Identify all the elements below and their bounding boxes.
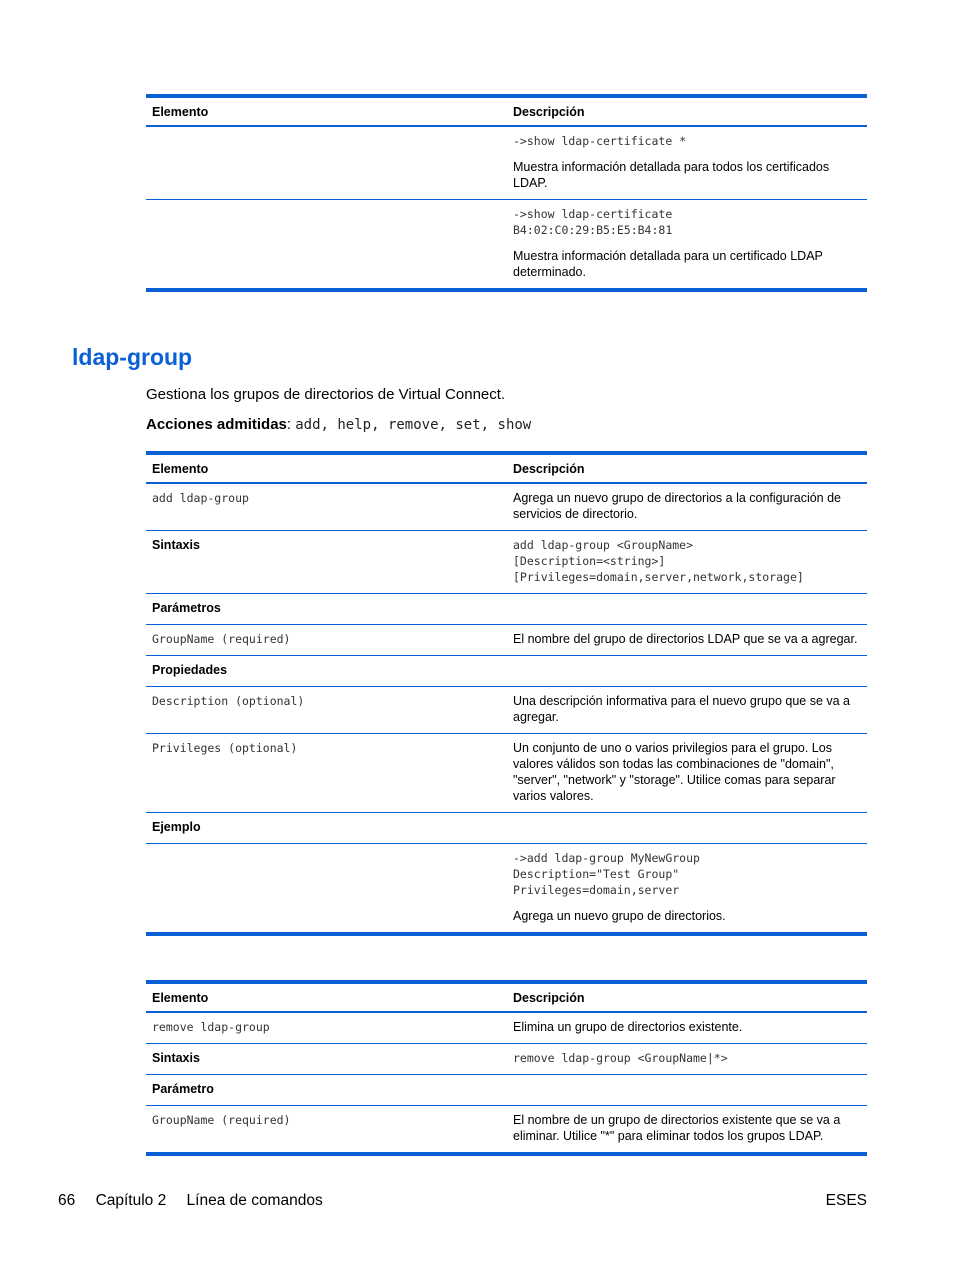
table-row [146, 1012, 867, 1044]
table-row [146, 531, 867, 594]
element-cell [146, 200, 507, 291]
certificate-table [146, 94, 867, 292]
remove-ldap-group-table [146, 980, 867, 1156]
empty-cell [507, 656, 867, 687]
description-cell: Agrega un nuevo grupo de directorios a la configuración de servicios de directorio. [507, 483, 867, 531]
table-row [146, 687, 867, 734]
actions-list: add, help, remove, set, show [295, 417, 532, 433]
property-name: Privileges (optional) [146, 734, 507, 813]
example-code: ->add ldap-group MyNewGroup Description="Test Group" Privileges=domain,server [513, 851, 700, 897]
section-title: ldap-group [72, 344, 193, 370]
example-description: Agrega un nuevo grupo de directorios. [513, 909, 726, 923]
description-cell [507, 200, 867, 291]
element-cell [146, 844, 507, 935]
property-description: Un conjunto de uno o varios privilegios para el grupo. Los valores válidos son todas las combinaciones de "domain", "server", "network" y "storage". Utilice comas para separar varios valores. [507, 734, 867, 813]
page-footer [58, 1192, 867, 1210]
add-ldap-group-table [146, 451, 867, 936]
table-header [146, 982, 867, 1012]
table-row [146, 813, 867, 844]
empty-cell [507, 594, 867, 625]
header-element: Elemento [146, 982, 507, 1012]
table-row [146, 200, 867, 291]
table-row [146, 734, 867, 813]
syntax-label: Sintaxis [146, 531, 507, 594]
description-cell [507, 844, 867, 935]
parameter-label: Parámetro [146, 1075, 507, 1106]
table-row [146, 126, 867, 200]
table-header [146, 96, 867, 126]
header-description: Descripción [507, 96, 867, 126]
chapter-title: Línea de comandos [186, 1192, 323, 1209]
section-intro: Gestiona los grupos de directorios de Virtual Connect. [146, 386, 506, 403]
parameter-description: El nombre del grupo de directorios LDAP que se va a agregar. [507, 625, 867, 656]
element-cell: add ldap-group [146, 483, 507, 531]
element-cell [146, 126, 507, 200]
table-row [146, 625, 867, 656]
description-cell [507, 126, 867, 200]
table-header [146, 453, 867, 483]
code-example: ->show ldap-certificate * [513, 134, 687, 148]
empty-cell [507, 813, 867, 844]
table-row [146, 844, 867, 935]
code-example: ->show ldap-certificate B4:02:C0:29:B5:E5:B4:81 [513, 207, 673, 237]
example-label: Ejemplo [146, 813, 507, 844]
header-description: Descripción [507, 453, 867, 483]
header-element: Elemento [146, 453, 507, 483]
parameter-name: GroupName (required) [146, 1106, 507, 1155]
description-cell: Elimina un grupo de directorios existente. [507, 1012, 867, 1044]
table-row [146, 1044, 867, 1075]
property-description: Una descripción informativa para el nuevo grupo que se va a agregar. [507, 687, 867, 734]
table-row [146, 1106, 867, 1155]
footer-left [58, 1192, 339, 1210]
chapter-label: Capítulo 2 [95, 1192, 167, 1209]
actions-separator: : [286, 416, 296, 433]
header-element: Elemento [146, 96, 507, 126]
locale-code: ESES [825, 1192, 867, 1209]
actions-label: Acciones admitidas [146, 416, 287, 433]
table-row [146, 1075, 867, 1106]
property-name: Description (optional) [146, 687, 507, 734]
page-number: 66 [58, 1192, 76, 1209]
parameters-label: Parámetros [146, 594, 507, 625]
element-cell: remove ldap-group [146, 1012, 507, 1044]
header-description: Descripción [507, 982, 867, 1012]
table-row [146, 656, 867, 687]
parameter-name: GroupName (required) [146, 625, 507, 656]
table-row [146, 483, 867, 531]
empty-cell [507, 1075, 867, 1106]
properties-label: Propiedades [146, 656, 507, 687]
syntax-label: Sintaxis [146, 1044, 507, 1075]
description-text: Muestra información detallada para todos los certificados LDAP. [513, 160, 830, 190]
syntax-code: remove ldap-group <GroupName|*> [507, 1044, 867, 1075]
supported-actions [146, 416, 531, 433]
syntax-code: add ldap-group <GroupName> [Description=<string>] [Privileges=domain,server,network,storage] [507, 531, 867, 594]
parameter-description: El nombre de un grupo de directorios existente que se va a eliminar. Utilice "*" para eliminar todos los grupos LDAP. [507, 1106, 867, 1155]
description-text: Muestra información detallada para un certificado LDAP determinado. [513, 249, 823, 279]
table-row [146, 594, 867, 625]
